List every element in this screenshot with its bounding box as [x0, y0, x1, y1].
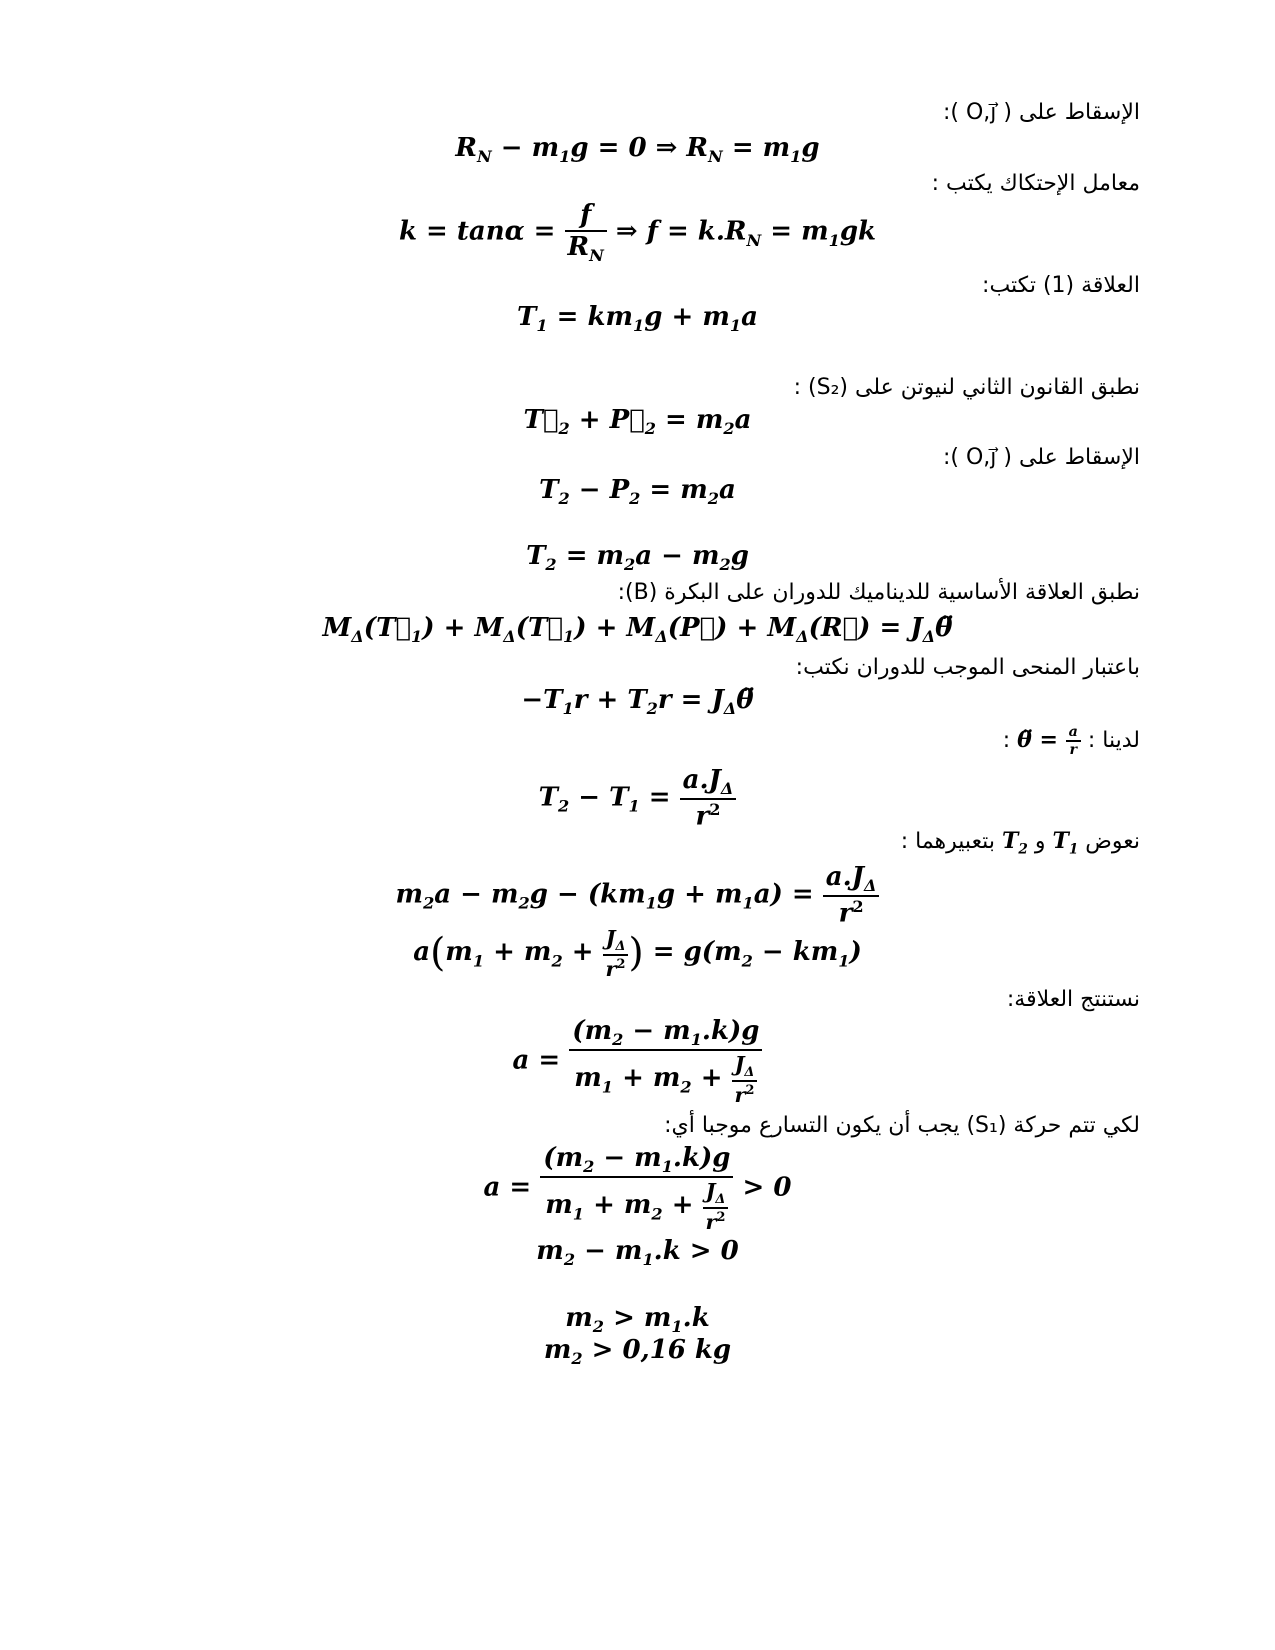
- equation-acceleration-positive: a = $(m_2 - m_1.k)g$ $m_1 + m_2$ + $\frac{J_\Delta}{r^2}$ > 0: [483, 1143, 792, 1235]
- equation-t1: $T_1 = km_1g + m_1a$: [517, 302, 758, 336]
- equation-moments: $M_\Delta(T⃗_1)$ + $M_\Delta(T⃗_1)$ + $M_\Delta(P⃗)$ + $M_\Delta(R⃗)$ = $J_\Delta\thetä$: [322, 613, 953, 647]
- equation-inequality: $m_2 > m_1.k$: [565, 1303, 710, 1337]
- text-friction-coefficient: معامل الإحتكاك يكتب :: [931, 171, 1140, 196]
- equation-normal-reaction: $R_N - m_1g = 0$ ⇒ $R_N = m_1g$: [455, 133, 820, 167]
- equation-newton-s2-vector: $T⃗_2$ + $P⃗_2 = m_2a$: [523, 405, 752, 439]
- equation-condition: $m_2 - m_1.k > 0$: [536, 1236, 739, 1270]
- text-projection-1: الإسقاط على ( O,j⃗ ):: [942, 100, 1140, 125]
- equation-t2: $T_2 = m_2a - m_2g$: [526, 541, 749, 575]
- theta-relation: θ̈ = $\frac{a}{r}$: [1017, 727, 1081, 753]
- equation-torque: $-T_1r + T_2r$ = $J_\Delta\thetä$: [521, 685, 754, 719]
- equation-factored: $a(m_1 + m_2$ + $\frac{J_\Delta}{r^2}$ ) = $g(m_2 - km_1)$: [413, 925, 862, 982]
- equation-friction: k = tanα = $\frac{f}{R_N}$ ⇒ $f = k.R_N = m_1gk$: [398, 200, 877, 266]
- text-relation-1: العلاقة (1) تكتب:: [982, 273, 1140, 298]
- equation-acceleration: a = $(m_2 - m_1.k)g$ $m_1 + m_2$ + $\frac{J_\Delta}{r^2}$: [0, 1016, 1275, 1107]
- text-deduce: نستنتج العلاقة:: [1006, 987, 1140, 1012]
- text-we-have: لدينا : θ̈ = $\frac{a}{r}$ :: [1002, 724, 1140, 758]
- equation-substituted: $m_2a - m_2g - (km_1g + m_1a)$ = $\frac{a.J_\Delta}{r^2}$: [0, 862, 1275, 929]
- text-newton-s2: نطبق القانون الثاني لنيوتن على (S₂) :: [793, 375, 1140, 400]
- substitute-label-a: نعوض: [1085, 829, 1140, 854]
- we-have-label: لدينا :: [1087, 728, 1140, 753]
- text-substitute: نعوض $T_1$ و $T_2$ بتعبيرهما :: [900, 828, 1140, 858]
- equation-result: $m_2 > 0,16$ kg: [543, 1335, 732, 1369]
- text-condition: لكي تتم حركة (S₁) يجب أن يكون التسارع موجبا أي:: [664, 1113, 1140, 1138]
- equation-tension-difference: $T_2 - T_1$ = $\frac{a.J_\Delta}{r^2}$: [0, 765, 1275, 832]
- substitute-label-c: بتعبيرهما :: [900, 829, 995, 854]
- equation-projection-s2: $T_2 - P_2 = m_2a$: [539, 475, 736, 509]
- text-rotation-dynamics: نطبق العلاقة الأساسية للديناميك للدوران على البكرة (B):: [617, 580, 1140, 605]
- substitute-label-and: و: [1034, 829, 1046, 854]
- text-positive-direction: باعتبار المنحى الموجب للدوران نكتب:: [795, 655, 1140, 680]
- text-projection-2: الإسقاط على ( O,j⃗ ):: [942, 445, 1140, 470]
